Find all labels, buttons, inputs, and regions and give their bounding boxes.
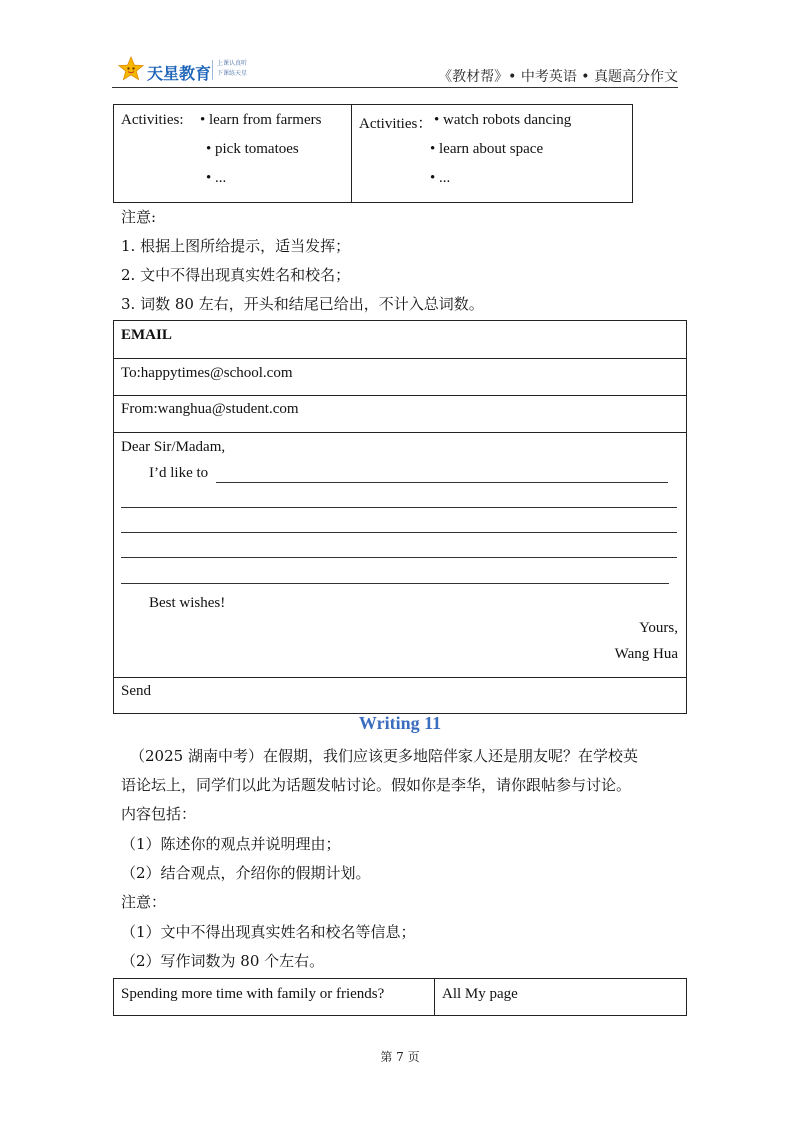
email-sender-name: Wang Hua	[614, 646, 678, 662]
page-number: 第 7 页	[380, 1050, 420, 1064]
prompt-paragraph: 语论坛上，同学们以此为话题发帖讨论。假如你是李华，请你跟帖参与讨论。	[121, 776, 632, 794]
email-from-field[interactable]: From:wanghua@student.com	[121, 401, 299, 417]
email-closing: Best wishes!	[149, 595, 226, 611]
notes-item: 1. 根据上图所给提示，适当发挥；	[121, 237, 351, 255]
logo-slogan	[217, 59, 247, 79]
content-item: （2）结合观点，介绍你的假期计划。	[121, 864, 371, 882]
email-heading: EMAIL	[121, 327, 172, 343]
header-rule	[112, 87, 678, 88]
notes-item: 3. 词数 80 左右，开头和结尾已给出，不计入总词数。	[121, 295, 484, 313]
notes-item: 2. 文中不得出现真实姓名和校名；	[121, 266, 351, 284]
email-opening: I’d like to	[149, 465, 209, 481]
content-heading: 内容包括：	[121, 805, 197, 823]
notes2-item: （2）写作词数为 80 个左右。	[121, 952, 325, 970]
activities-left-item: • ...	[206, 170, 227, 186]
notes-heading: 注意:	[121, 208, 157, 226]
email-greeting: Dear Sir/Madam,	[121, 439, 226, 455]
star-logo-icon	[118, 56, 144, 82]
logo-divider	[212, 60, 213, 80]
writing-title: Writing 11	[358, 713, 442, 733]
activities-right-item: • learn about space	[430, 141, 544, 157]
activities-column-divider	[351, 105, 352, 202]
prompt-paragraph: （2025 湖南中考）在假期，我们应该更多地陪伴家人还是朋友呢？在学校英	[130, 747, 638, 765]
notes2-item: （1）文中不得出现真实姓名和校名等信息；	[121, 923, 416, 941]
logo-slogan-line-2: 下课练天星	[217, 70, 248, 77]
forum-topic: Spending more time with family or friends?	[121, 986, 385, 1002]
activities-right-item: • watch robots dancing	[434, 112, 572, 128]
email-row-divider	[114, 677, 686, 678]
activities-left-item: • learn from farmers	[200, 112, 322, 128]
writing-line[interactable]	[216, 482, 668, 483]
writing-line[interactable]	[121, 532, 677, 533]
activities-left-item: • pick tomatoes	[206, 141, 299, 157]
notes2-heading: 注意：	[121, 893, 167, 911]
content-item: （1）陈述你的观点并说明理由；	[121, 835, 341, 853]
writing-line[interactable]	[121, 557, 677, 558]
email-row-divider	[114, 395, 686, 396]
logo-slogan-line-1: 上课认真听	[217, 60, 248, 67]
logo-name: 天星教育	[147, 64, 212, 83]
email-row-divider	[114, 358, 686, 359]
activities-right-label: Activities：	[359, 116, 433, 132]
forum-column-divider	[434, 979, 435, 1015]
send-button[interactable]: Send	[121, 683, 151, 699]
email-signoff: Yours,	[639, 620, 678, 636]
header-title: 《教材帮》• 中考英语 • 真题高分作文	[438, 69, 678, 85]
writing-line[interactable]	[121, 507, 677, 508]
activities-left-label: Activities:	[121, 112, 184, 128]
email-row-divider	[114, 432, 686, 433]
writing-line[interactable]	[121, 583, 669, 584]
activities-right-item: • ...	[430, 170, 451, 186]
forum-my-page-link[interactable]: All My page	[442, 986, 518, 1002]
email-to-field[interactable]: To:happytimes@school.com	[121, 365, 293, 381]
